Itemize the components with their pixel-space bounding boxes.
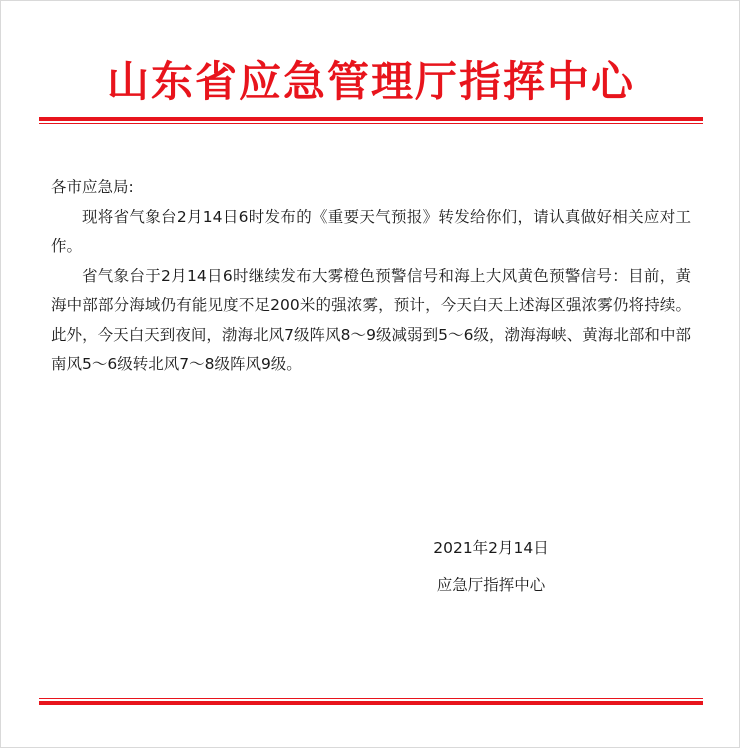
header-divider-thick-line <box>39 117 703 121</box>
document-header-title: 山东省应急管理厅指挥中心 <box>106 57 635 106</box>
letter-paragraph-1: 现将省气象台2月14日6时发布的《重要天气预报》转发给你们，请认真做好相关应对工作。 <box>51 207 691 255</box>
footer-divider <box>39 698 703 705</box>
letter-paragraph-2: 省气象台于2月14日6时继续发布大雾橙色预警信号和海上大风黄色预警信号：目前，黄海中部部分海域仍有能见度不足200米的强浓雾，预计，今天白天上述海区强浓雾仍将持续。此外，今天白天到夜间，渤海北风7级阵风8～9级减弱到5～6级，渤海海峡、黄海北部和中部南风5～6级转北风7～8级阵风9级。 <box>51 266 691 373</box>
header-divider-thin-line <box>39 123 703 124</box>
signature-organization: 应急厅指挥中心 <box>436 576 546 594</box>
signature-date: 2021年2月14日 <box>433 539 549 557</box>
letter-salutation: 各市应急局: <box>51 178 134 196</box>
header-divider <box>39 117 703 124</box>
footer-divider-thick-line <box>39 701 703 705</box>
letter-body <box>51 173 691 380</box>
footer-divider-thin-line <box>39 698 703 699</box>
